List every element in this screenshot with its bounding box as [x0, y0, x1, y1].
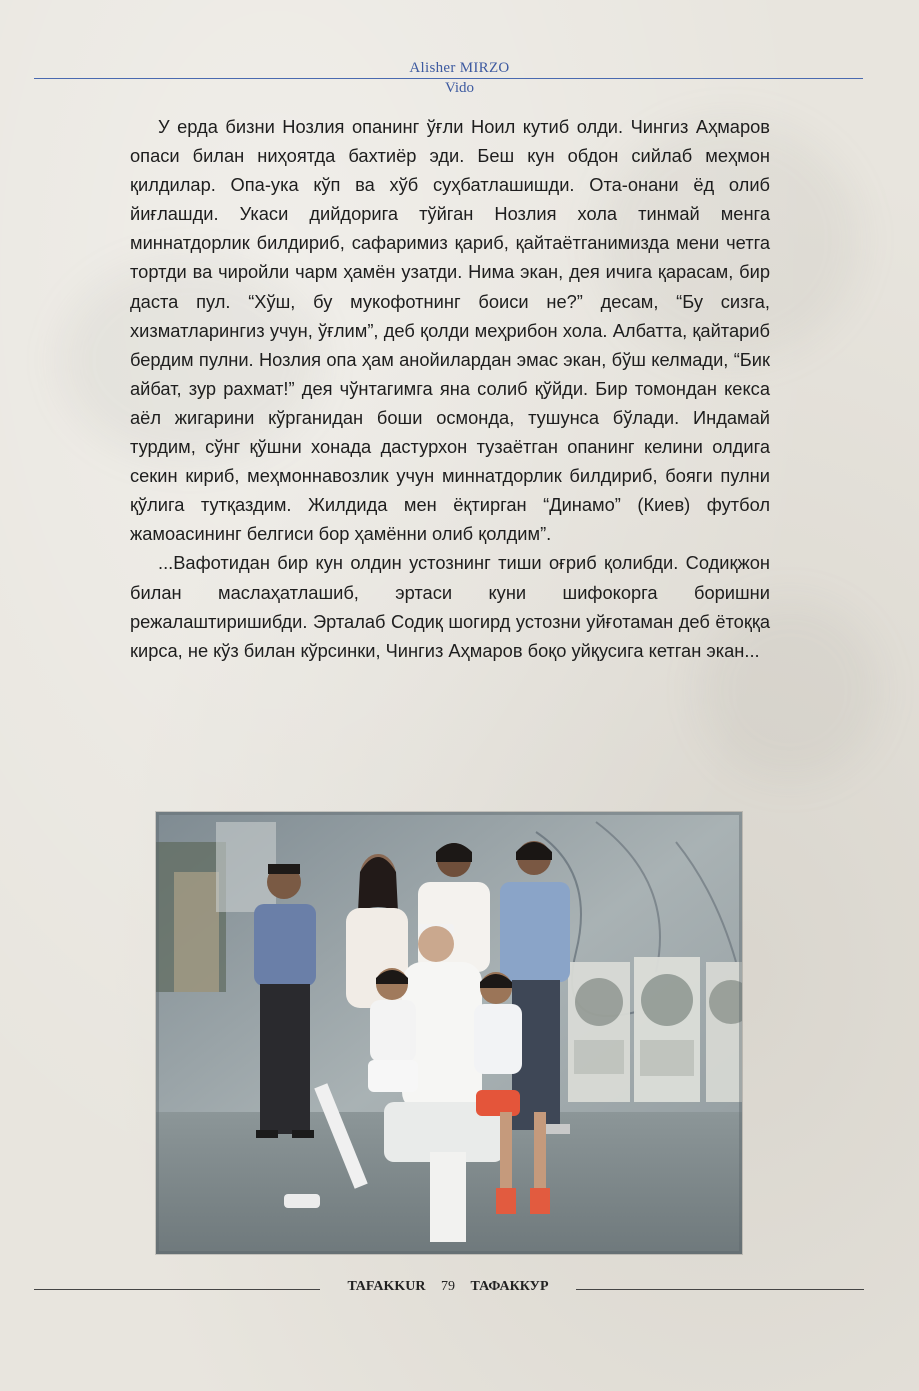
header-subtitle: Vido — [444, 80, 475, 96]
group-photo — [156, 812, 742, 1254]
header-author: Alisher MIRZO — [409, 60, 510, 76]
group-photo-illustration — [156, 812, 742, 1254]
footer-rule-right — [576, 1289, 864, 1290]
footer — [320, 1279, 576, 1295]
paragraph: ...Вафотидан бир кун олдин устознинг тиши оғриб қолибди. Содиқжон билан маслаҳатлашиб, эртаси куни шифокорга боришни режалаштиришибди. Эрталаб Содиқ шогирд устозни уйғотаман деб ётоққа кирса, не кўз билан кўрсинки, Чингиз Аҳмаров боқо уйқусига кетган экан... — [130, 552, 770, 661]
footer-rule-left — [34, 1289, 320, 1290]
footer-right-title: ТАФАККУР — [470, 1279, 549, 1294]
page-number: 79 — [441, 1279, 456, 1294]
paragraph: У ерда бизни Нозлия опанинг ўғли Ноил кутиб олди. Чингиз Аҳмаров опаси билан ниҳоятда бахтиёр эди. Беш кун обдон сийлаб меҳмон қилдилар. Опа-ука кўп ва хўб суҳбатлашишди. Ота-онани ёд олиб йиғлашди. Укаси дийдорига тўйган Нозлия хола тинмай менга миннатдорлик билдириб, сафаримиз қариб, қайтаётганимизда мени четга тортди ва чиройли чарм ҳамён узатди. Нима экан, дея ичига қарасам, бир даста пул. “Хўш, бу мукофотнинг боиси не?” десам, “Бу сизга, хизматларингиз учун, ўғлим”, деб қолди меҳрибон хола. Албатта, қайтариб бердим пулни. Нозлия опа ҳам анойилардан эмас экан, бўш келмади, “Бик айбат, зур рахмат!” дея чўнтагимга яна солиб қўйди. Бир томондан кекса аёл жигарини кўрганидан боши осмонда, тушунса бўлади. Индамай турдим, сўнг қўшни хонада дастурхон тузаётган опанинг келини олдига секин кириб, меҳмоннавозлик учун миннатдорлик билдириб, бояги пулни қўлига тутқаздим. Жилдида мен ёқтирган “Динамо” (Киев) футбол жамоасининг белгиси бор ҳамённи олиб қолдим”. — [130, 116, 770, 545]
footer-left-title: TAFAKKUR — [347, 1279, 426, 1294]
article-body — [130, 112, 770, 665]
header-rule — [34, 78, 863, 79]
